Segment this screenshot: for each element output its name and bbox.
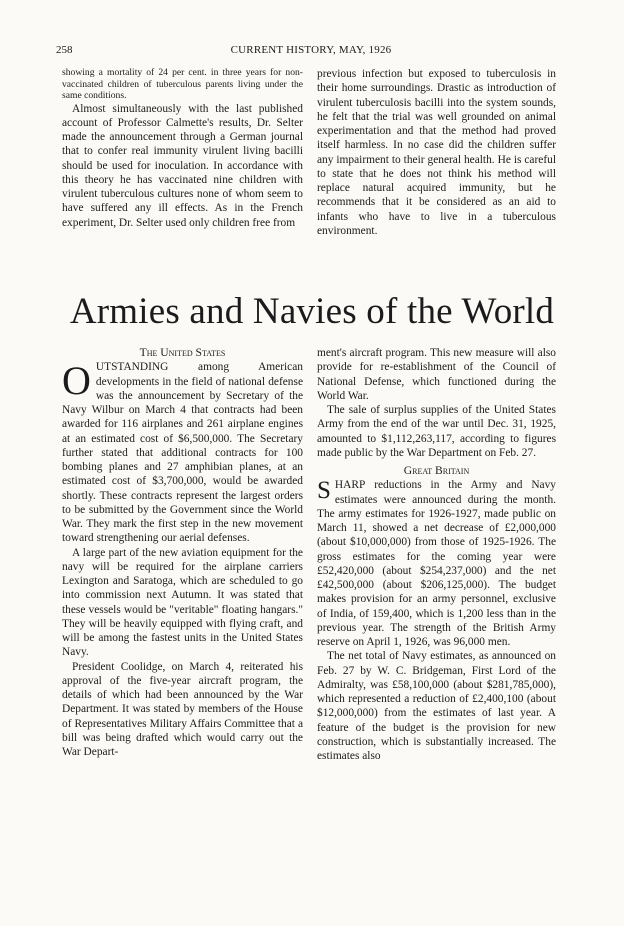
fragment-paragraph: showing a mortality of 24 per cent. in three years for non-vaccinated children of tuberculous parents living under the same conditions.: [62, 67, 303, 101]
bottom-right-column: [317, 346, 556, 763]
section-heading-great-britain: Great Britain: [403, 464, 470, 477]
body-paragraph: The net total of Navy estimates, as announced on Feb. 27 by W. C. Bridgeman, First Lord of the Admiralty, was £58,100,000 (about $281,785,000), which represented a reduction of £2,400,100 (about $12,000,000) from the estimates of last year. A feature of the budget is the provision for new construction, which is substantially increased. The estimates also: [317, 650, 556, 762]
page-number: 258: [56, 44, 73, 56]
lead-word: HARP: [334, 479, 366, 492]
page-header: [56, 44, 566, 60]
lead-paragraph: [62, 360, 303, 545]
lead-text: reductions in the Army and Navy estimates were announced during the month. The army estimates for 1926-1927, made public on March 11, showed a net decrease of £2,000,000 (about $10,000,000) from those of 1925-1926. The gross estimates for the coming year were £52,420,000 (about $254,237,000) and the net £42,500,000 (about $206,125,000). The budget makes provision for an army personnel, exclusive of India, of 159,400, which is 1,200 less than in the previous year. The strength of the British Army reserve on April 1, 1926, was 96,000 men.: [317, 479, 556, 648]
lead-text: among American developments in the field of national defense was the announcement by Secretary of the Navy Wilbur on March 4 that contracts had been awarded for 116 airplanes and 261 airplane engines at an estimated cost of $6,500,000. The Secretary further stated that additional contracts for 100 bombing planes and 27 amphibian planes, at an estimated cost of $3,700,000, would be awarded shortly. These contracts represent the largest orders to be submitted by the Government since the World War. They mark the first step in the new movement toward strengthening our aerial defenses.: [62, 361, 303, 545]
section-heading-united-states: The United States: [139, 346, 226, 359]
body-paragraph: A large part of the new aviation equipment for the navy will be required for the airplane carriers Lexington and Saratoga, which are scheduled to go into commission next Autumn. It was stated that these vessels would be "veritable" floating hangars." They will be heavily equipped with flying craft, and will be among the fastest units in the United States Navy.: [62, 546, 303, 659]
running-title: CURRENT HISTORY, MAY, 1926: [230, 44, 392, 56]
drop-cap: O: [62, 358, 91, 404]
bottom-left-column: [62, 346, 303, 759]
body-paragraph: previous infection but exposed to tuberculosis in their home surroundings. Drastic as introduction of virulent tuberculosis bacilli into the system sounds, he felt that the trial was well grounded on animal experimentation and that the method had proved itself harmless. In no case did the children suffer any impairment to their general health. He is careful to state that he does not think his method will replace natural acquired immunity, but he recommends that it be considered as an aid to infants who have to live in a tuberculous environment.: [317, 68, 556, 237]
body-paragraph: Almost simultaneously with the last published account of Professor Calmette's results, Dr. Selter made the announcement through a German journal that to confer real immunity virulent living bacilli should be used for inoculation. In accordance with this theory he has vaccinated nine children with virulent tuberculous cultures none of whom seem to have suffered any ill effects. As in the French experiment, Dr. Selter used only children free from: [62, 102, 303, 229]
top-left-column: [62, 67, 303, 230]
body-paragraph: President Coolidge, on March 4, reiterated his approval of the five-year aircraft program, the details of which had been announced by the War Department. It was stated by members of the House of Representatives Military Affairs Committee that a bill was being drafted which would carry out the War Depart-: [62, 660, 303, 758]
lead-word: UTSTANDING: [95, 361, 169, 374]
lead-paragraph: [317, 478, 556, 649]
article-title: Armies and Navies of the World: [69, 291, 555, 332]
body-paragraph: The sale of surplus supplies of the United States Army from the end of the war until Dec. 31, 1925, amounted to $1,112,263,117, according to figures made public by the War Department on Feb. 27.: [317, 404, 556, 459]
drop-cap: S: [317, 477, 331, 505]
continuation-paragraph: ment's aircraft program. This new measure will also provide for re-establishment of the Council of National Defense, which functioned during the World War.: [317, 347, 556, 402]
top-right-column: [317, 67, 556, 238]
